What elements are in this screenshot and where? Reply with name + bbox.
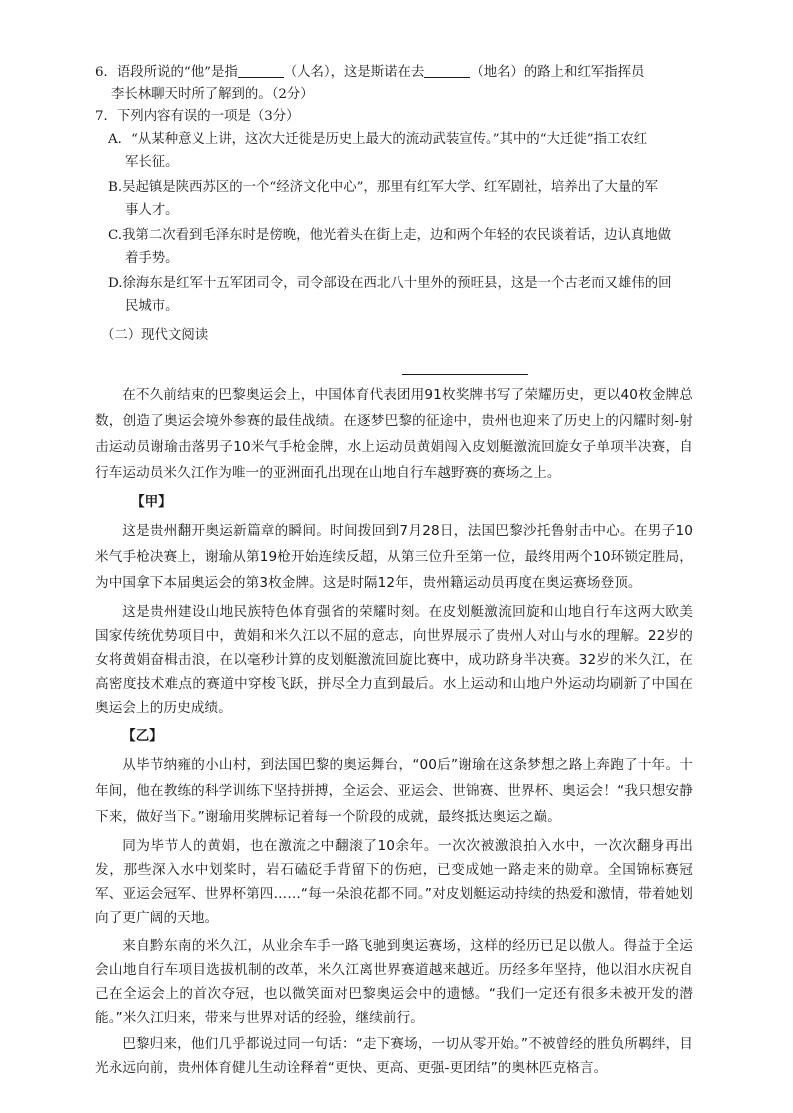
jia-paragraph-2: 这是贵州建设山地民族特色体育强省的荣耀时刻。在皮划艇激流回旋和山地自行车这两大欧美国家传统优势项目中，黄娟和米久江以不屈的意志，向世界展示了贵州人对山与水的理解。22岁的女将黄娟奋楫击浪，在以毫秒计算的皮划艇激流回旋比赛中，成功跻身半决赛。32岁的米久江，在高密度技术难点的赛道中穿梭飞跃，拼尽全力直到最后。水上运动和山地户外运动均刷新了中国在奥运会上的历史成绩。: [95, 604, 693, 716]
article-intro: 在不久前结束的巴黎奥运会上，中国体育代表团用91枚奖牌书写了荣耀历史，更以40枚金牌总数，创造了奥运会境外参赛的最佳战绩。在逐梦巴黎的征途中，贵州也迎来了历史上的闪耀时刻-射击运动员谢瑜击落男子10米气手枪金牌，水上运动员黄娟闯入皮划艇激流回旋女子单项半决赛，自行车运动员米久江作为唯一的亚洲面孔出现在山地自行车越野赛的赛场之上。: [95, 387, 693, 481]
question-6-line-2: 李长林聊天时所了解到的。（2分）: [111, 87, 314, 102]
title-blank[interactable]: [402, 360, 528, 375]
jia-paragraph-1: 这是贵州翻开奥运新篇章的瞬间。时间拨回到7月28日，法国巴黎沙托鲁射击中心。在男子10米气手枪决赛上，谢瑜从第19枪开始连续反超，从第三位升至第一位，最终用两个10环锁定胜局，为中国拿下本届奥运会的第3枚金牌。这是时隔12年，贵州籍运动员再度在奥运赛场登顶。: [95, 523, 693, 591]
option-d-line-1: D.徐海东是红军十五军团司令，司令部设在西北八十里外的预旺县，这是一个古老而又雄伟的回: [108, 276, 672, 291]
section-heading: （二）现代文阅读: [101, 328, 209, 343]
marker-jia: 【甲】: [131, 494, 172, 510]
option-c-line-2: 着手势。: [125, 251, 179, 266]
option-a-line-2: 军长征。: [125, 155, 179, 170]
yi-paragraph-4: 巴黎归来，他们几乎都说过同一句话：“走下赛场，一切从零开始。”不被曾经的胜负所羁绊，目光永远向前，贵州体育健儿生动诠释着“更快、更高、更强-更团结”的奥林匹克格言。: [95, 1036, 693, 1076]
marker-yi: 【乙】: [122, 728, 163, 744]
answer-blank-place[interactable]: [424, 63, 470, 78]
question-6-text-a: 6．语段所说的“他”是指: [95, 65, 238, 80]
answer-blank-name[interactable]: [238, 63, 284, 78]
option-d-line-2: 民城市。: [125, 299, 179, 314]
question-6-text-c: （地名）的路上和红军指挥员: [470, 65, 645, 80]
option-a-line-1: A．“从某种意义上讲，这次大迁徙是历史上最大的流动武装宣传。”其中的“大迁徙”指工农红: [108, 132, 648, 147]
option-b-line-1: B.吴起镇是陕西苏区的一个“经济文化中心”，那里有红军大学、红军剧社，培养出了大量的军: [108, 180, 659, 195]
question-6-text-b: （人名），这是斯诺在去: [283, 65, 425, 80]
option-c-line-1: C.我第二次看到毛泽东时是傍晚，他光着头在街上走，边和两个年轻的农民谈着话，边认真地做: [108, 228, 672, 243]
question-7-stem: 7．下列内容有误的一项是（3分）: [95, 109, 300, 124]
yi-paragraph-3: 来自黔东南的米久江，从业余车手一路飞驰到奥运赛场，这样的经历已足以傲人。得益于全运会山地自行车项目选拔机制的改革，米久江离世界赛道越来越近。历经多年坚持，他以泪水庆祝自己在全运会上的首次夺冠，也以微笑面对巴黎奥运会中的遗憾。“我们一定还有很多未被开发的潜能。”米久江归来，带来与世界对话的经验，继续前行。: [95, 938, 693, 1026]
yi-paragraph-2: 同为毕节人的黄娟，也在激流之中翻滚了10余年。一次次被激浪拍入水中，一次次翻身再出发，那些深入水中划桨时，岩石磕砭手背留下的伤疤，已变成她一路走来的勋章。全国锦标赛冠军、亚运会冠军、世界杯第四……“每一朵浪花都不同。”对皮划艇运动持续的热爱和激情，带着她划向了更广阔的天地。: [95, 838, 693, 926]
yi-paragraph-1: 从毕节纳雍的小山村，到法国巴黎的奥运舞台，“00后”谢瑜在这条梦想之路上奔跑了十年。十年间，他在教练的科学训练下坚持拼搏，全运会、亚运会、世锦赛、世界杯、奥运会！“我只想安静下来，做好当下。”谢瑜用奖牌标记着每一个阶段的成就，最终抵达奥运之巅。: [95, 757, 693, 825]
question-6-line-1: [95, 62, 693, 84]
option-b-line-2: 事人才。: [125, 203, 179, 218]
question-7-options: [95, 128, 693, 318]
